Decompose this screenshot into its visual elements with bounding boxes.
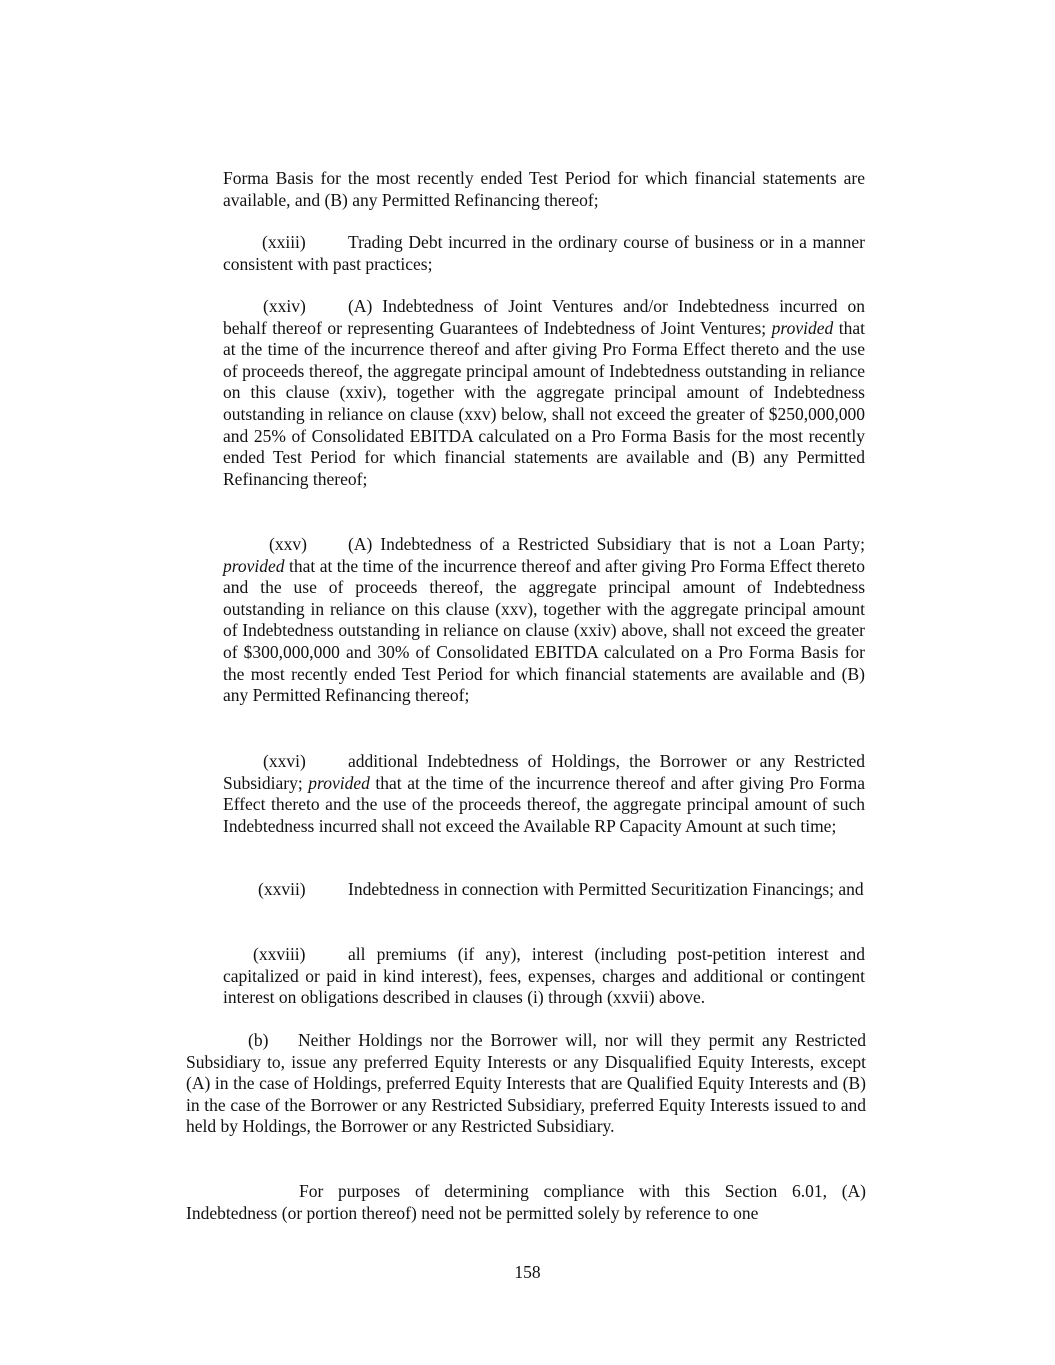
proviso: provided bbox=[308, 772, 370, 793]
page-number: 158 bbox=[514, 1262, 541, 1282]
clause-xxiv: (xxiv) (A) Indebtedness of Joint Ventures and/or Indebtedness incurred on behalf thereof or representing Guarantees of Indebtedness of Joint Ventures; provided that at the time of the incurrence thereof and after giving Pro Forma Effect thereto and the use of proceeds thereof, the aggregate principal amount of Indebtedness outstanding in reliance on this clause (xxiv), together with the aggregate principal amount of Indebtedness outstanding in reliance on clause (xxv) below, shall not exceed the greater of $250,000,000 and 25% of Consolidated EBITDA calculated on a Pro Forma Basis for the most recently ended Test Period for which financial statements are available and (B) any Permitted Refinancing thereof; bbox=[223, 296, 865, 489]
clause-xxvii bbox=[223, 879, 865, 901]
clause-label: (xxvi) bbox=[263, 751, 306, 771]
clause-label: (xxiii) bbox=[262, 232, 306, 252]
proviso: provided bbox=[223, 555, 285, 576]
clause-xxviii bbox=[223, 944, 865, 1009]
clause-text: all premiums (if any), interest (including post-petition interest and capitalized or paid in kind interest), fees, expenses, charges and additional or contingent interest on obligations described in clauses (i) through (xxvii) above. bbox=[223, 944, 865, 1008]
clause-xxvi: (xxvi) additional Indebtedness of Holdings, the Borrower or any Restricted Subsidiary; provided that at the time of the incurrence thereof and after giving Pro Forma Effect thereto and the use of the proceeds thereof, the aggregate principal amount of such Indebtedness incurred shall not exceed the Available RP Capacity Amount at such time; bbox=[223, 751, 865, 836]
clause-xxiii bbox=[223, 232, 865, 275]
proviso: provided bbox=[771, 317, 834, 338]
clause-xxv: (xxv) (A) Indebtedness of a Restricted Subsidiary that is not a Loan Party; provided that at the time of the incurrence thereof and after giving Pro Forma Effect thereto and the use of proceeds thereof, the aggregate principal amount of Indebtedness outstanding in reliance on this clause (xxv), together with the aggregate principal amount of Indebtedness outstanding in reliance on clause (xxiv) above, shall not exceed the greater of $300,000,000 and 30% of Consolidated EBITDA calculated on a Pro Forma Basis for the most recently ended Test Period for which financial statements are available and (B) any Permitted Refinancing thereof; bbox=[223, 534, 865, 706]
clause-label: (xxiv) bbox=[263, 296, 306, 316]
clause-label: (xxvii) bbox=[258, 879, 306, 899]
paragraph-continuation: Forma Basis for the most recently ended Test Period for which financial statements are available, and (B) any Permitted Refinancing thereof; bbox=[223, 168, 865, 210]
paragraph-b bbox=[186, 1030, 866, 1138]
clause-text: Trading Debt incurred in the ordinary course of business or in a manner consistent with past practices; bbox=[223, 232, 865, 274]
clause-label: (xxviii) bbox=[253, 944, 306, 964]
paragraph-text: Neither Holdings nor the Borrower will, nor will they permit any Restricted Subsidiary to, issue any preferred Equity Interests or any Disqualified Equity Interests, except (A) in the case of Holdings, preferred Equity Interests that are Qualified Equity Interests and (B) in the case of the Borrower or any Restricted Subsidiary, preferred Equity Interests issued to and held by Holdings, the Borrower or any Restricted Subsidiary. bbox=[186, 1030, 866, 1137]
clause-text: Indebtedness in connection with Permitted Securitization Financings; and bbox=[348, 879, 864, 899]
paragraph-label: (b) bbox=[248, 1030, 269, 1050]
clause-label: (xxv) bbox=[269, 534, 307, 554]
paragraph-final: For purposes of determining compliance with this Section 6.01, (A) Indebtedness (or portion thereof) need not be permitted solely by reference to one bbox=[186, 1181, 866, 1223]
